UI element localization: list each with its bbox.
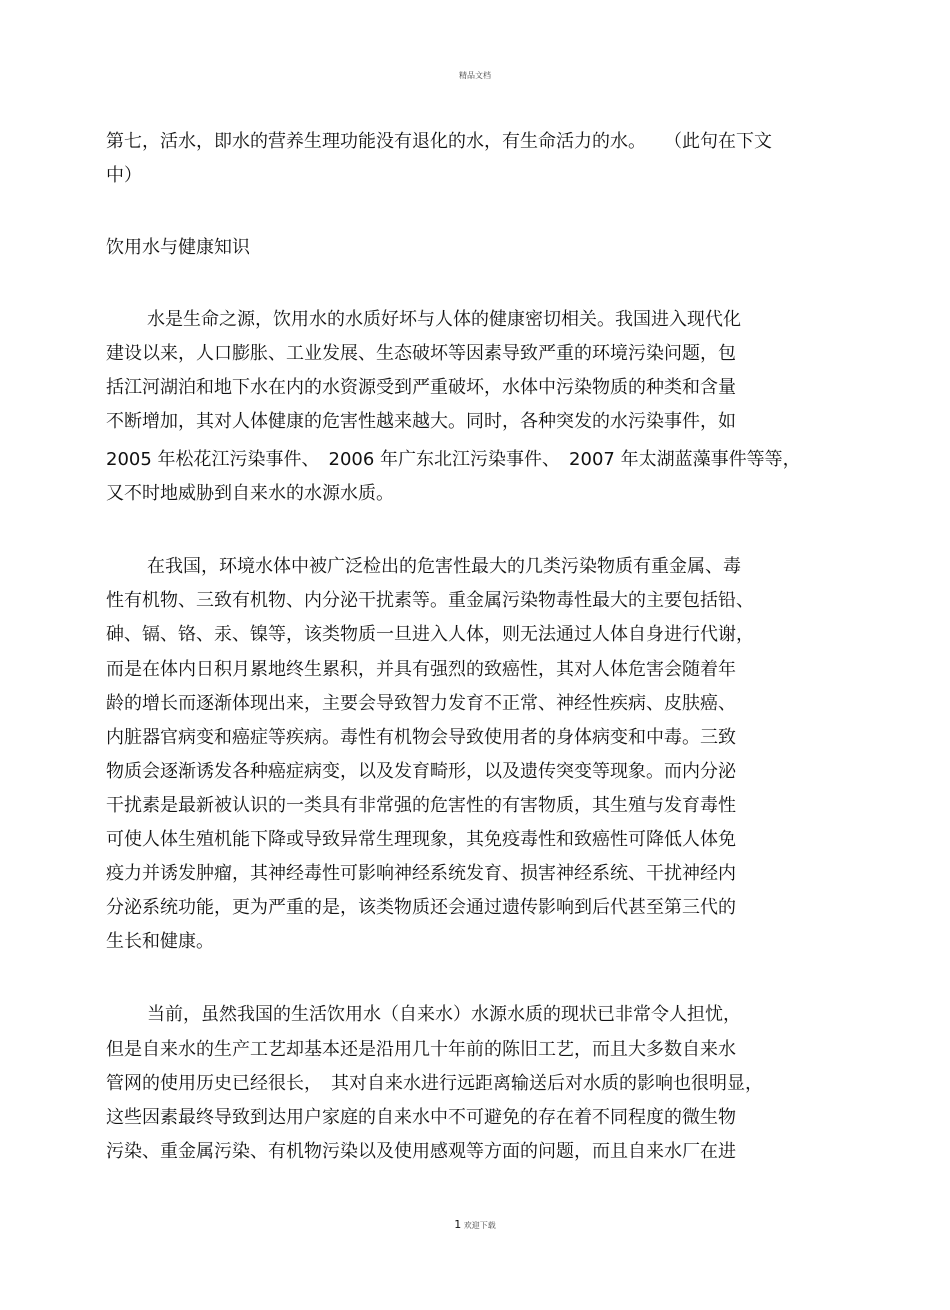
paragraph-2-line: 砷、镉、铬、汞、镍等，该类物质一旦进入人体，则无法通过人体自身进行代谢， — [106, 624, 754, 645]
page-header: 精品文档 — [459, 71, 491, 80]
paragraph-2-line: 内脏器官病变和癌症等疾病。毒性有机物会导致使用者的身体病变和中毒。三致 — [106, 727, 736, 748]
paragraph-3-line: 污染、重金属污染、有机物污染以及使用感观等方面的问题，而且自来水厂在进 — [106, 1141, 736, 1162]
paragraph-2-line: 而是在体内日积月累地终生累积，并具有强烈的致癌性，其对人体危害会随着年 — [106, 659, 736, 680]
paragraph-3-line: 这些因素最终导致到达用户家庭的自来水中不可避免的存在着不同程度的微生物 — [106, 1107, 736, 1128]
section-heading: 饮用水与健康知识 — [106, 237, 250, 258]
paragraph-3-line: 管网的使用历史已经很长， 其对自来水进行远距离输送后对水质的影响也很明显， — [106, 1073, 763, 1094]
page-number: 1 — [454, 1218, 462, 1231]
paragraph-2-line: 物质会逐渐诱发各种癌症病变，以及发育畸形，以及遗传突变等现象。而内分泌 — [106, 761, 736, 782]
paragraph-2-line: 生长和健康。 — [106, 931, 214, 952]
paragraph-2-line: 可使人体生殖机能下降或导致异常生理现象，其免疫毒性和致癌性可降低人体免 — [106, 829, 736, 850]
paragraph-2-line: 在我国，环境水体中被广泛检出的危害性最大的几类污染物质有重金属、毒 — [147, 556, 741, 577]
intro-line-1: 第七，活水，即水的营养生理功能没有退化的水，有生命活力的水。 （此句在下文 — [106, 131, 772, 152]
paragraph-3-line: 但是自来水的生产工艺却基本还是沿用几十年前的陈旧工艺，而且大多数自来水 — [106, 1039, 736, 1060]
paragraph-2-line: 龄的增长而逐渐体现出来，主要会导致智力发育不正常、神经性疾病、皮肤癌、 — [106, 693, 736, 714]
intro-line-2: 中） — [106, 165, 142, 186]
page-footer — [0, 1218, 950, 1231]
paragraph-3-line: 当前，虽然我国的生活饮用水（自来水）水源水质的现状已非常令人担忧， — [147, 1004, 741, 1025]
paragraph-2-line: 干扰素是最新被认识的一类具有非常强的危害性的有害物质，其生殖与发育毒性 — [106, 795, 736, 816]
paragraph-1-line: 又不时地威胁到自来水的水源水质。 — [106, 483, 394, 504]
paragraph-2-line: 性有机物、三致有机物、内分泌干扰素等。重金属污染物毒性最大的主要包括铅、 — [106, 590, 754, 611]
paragraph-1-line: 2005 年松花江污染事件、 2006 年广东北江污染事件、 2007 年太湖蓝藻事件等等， — [106, 449, 801, 470]
paragraph-2-line: 疫力并诱发肿瘤，其神经毒性可影响神经系统发育、损害神经系统、干扰神经内 — [106, 863, 736, 884]
footer-text: 欢迎下载 — [463, 1221, 496, 1230]
paragraph-1-line: 括江河湖泊和地下水在内的水资源受到严重破坏，水体中污染物质的种类和含量 — [106, 377, 736, 398]
paragraph-2-line: 分泌系统功能，更为严重的是，该类物质还会通过遗传影响到后代甚至第三代的 — [106, 897, 736, 918]
paragraph-1-line: 建设以来，人口膨胀、工业发展、生态破坏等因素导致严重的环境污染问题，包 — [106, 343, 736, 364]
paragraph-1-line: 不断增加，其对人体健康的危害性越来越大。同时，各种突发的水污染事件，如 — [106, 411, 736, 432]
paragraph-1-line: 水是生命之源，饮用水的水质好坏与人体的健康密切相关。我国进入现代化 — [147, 309, 741, 330]
